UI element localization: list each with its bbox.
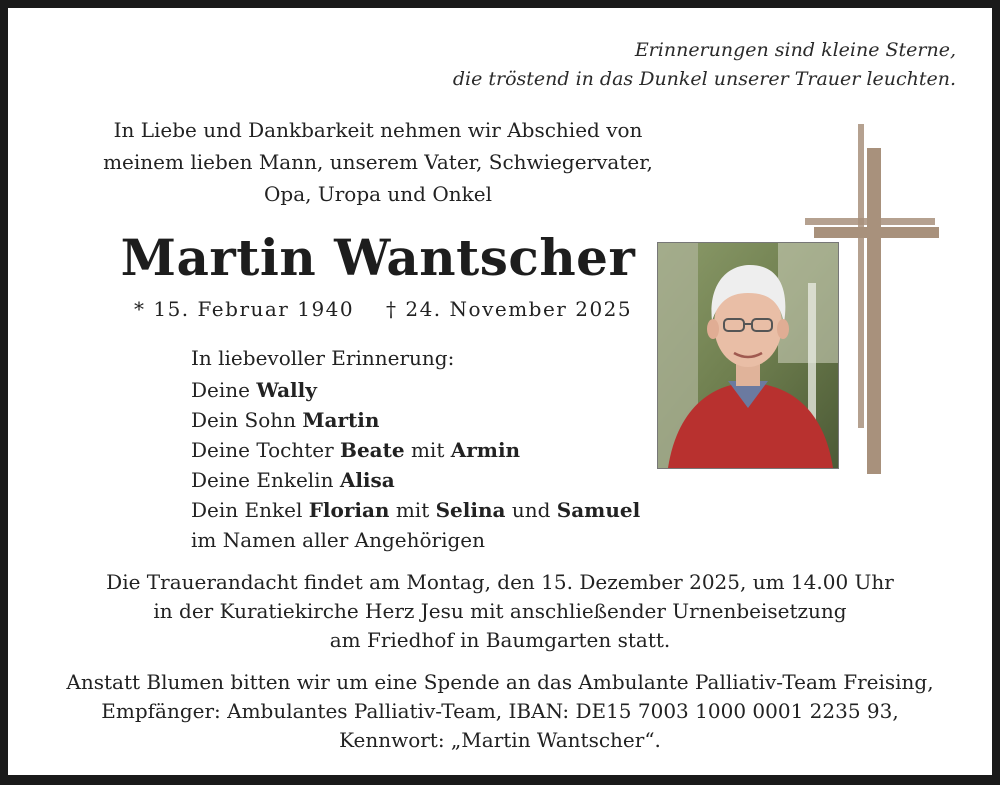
service-line-1: Die Trauerandacht findet am Montag, den 15. Dezember 2025, um 14.00 Uhr xyxy=(106,570,894,594)
service-info xyxy=(28,568,972,655)
family-member-name: Samuel xyxy=(556,498,641,522)
family-label: Deine Enkelin xyxy=(191,468,340,492)
obituary-notice xyxy=(8,8,992,775)
intro-line-2: meinem lieben Mann, unserem Vater, Schwiegervater, xyxy=(103,150,653,174)
birth-date: * 15. Februar 1940 xyxy=(134,297,355,321)
family-label: Deine Tochter xyxy=(191,438,341,462)
family-member-name: Martin xyxy=(302,408,380,432)
family-member-name: Beate xyxy=(340,438,405,462)
family-member-name: Selina xyxy=(435,498,506,522)
poem-quote xyxy=(453,36,956,94)
donation-line-1: Anstatt Blumen bitten wir um eine Spende an das Ambulante Palliativ-Team Freising, xyxy=(66,670,934,694)
family-member-name: Alisa xyxy=(339,468,395,492)
death-date: † 24. November 2025 xyxy=(386,297,633,321)
donation-info xyxy=(28,668,972,755)
family-connector: mit xyxy=(404,438,451,462)
donation-line-3: Kennwort: „Martin Wantscher“. xyxy=(339,728,661,752)
intro-line-1: In Liebe und Dankbarkeit nehmen wir Abschied von xyxy=(113,118,643,142)
family-label: Dein Enkel xyxy=(191,498,309,522)
poem-line-1: Erinnerungen sind kleine Sterne, xyxy=(634,39,956,61)
family-member-name: Wally xyxy=(256,378,317,402)
deceased-name: Martin Wantscher xyxy=(120,228,636,287)
family-connector: mit xyxy=(389,498,436,522)
intro-line-3: Opa, Uropa und Onkel xyxy=(264,182,492,206)
family-label: Deine xyxy=(191,378,257,402)
family-member-name: Florian xyxy=(308,498,390,522)
family-son xyxy=(191,405,640,435)
poem-line-2: die tröstend in das Dunkel unserer Trauer leuchten. xyxy=(452,68,956,90)
family-list xyxy=(191,343,640,555)
family-label: Dein Sohn xyxy=(191,408,303,432)
cross-icon xyxy=(800,114,940,474)
intro-text xyxy=(88,114,668,210)
family-connector: und xyxy=(505,498,557,522)
donation-line-2: Empfänger: Ambulantes Palliativ-Team, IBAN: DE15 7003 1000 0001 2235 93, xyxy=(101,699,899,723)
family-heading: In liebevoller Erinnerung: xyxy=(191,346,455,370)
family-grandson xyxy=(191,495,640,525)
family-member-name: Armin xyxy=(450,438,521,462)
family-closing: im Namen aller Angehörigen xyxy=(191,528,486,552)
family-wife xyxy=(191,375,640,405)
service-line-3: am Friedhof in Baumgarten statt. xyxy=(329,628,671,652)
service-line-2: in der Kuratiekirche Herz Jesu mit anschließender Urnenbeisetzung xyxy=(153,599,847,623)
family-daughter xyxy=(191,435,640,465)
family-granddaughter xyxy=(191,465,640,495)
